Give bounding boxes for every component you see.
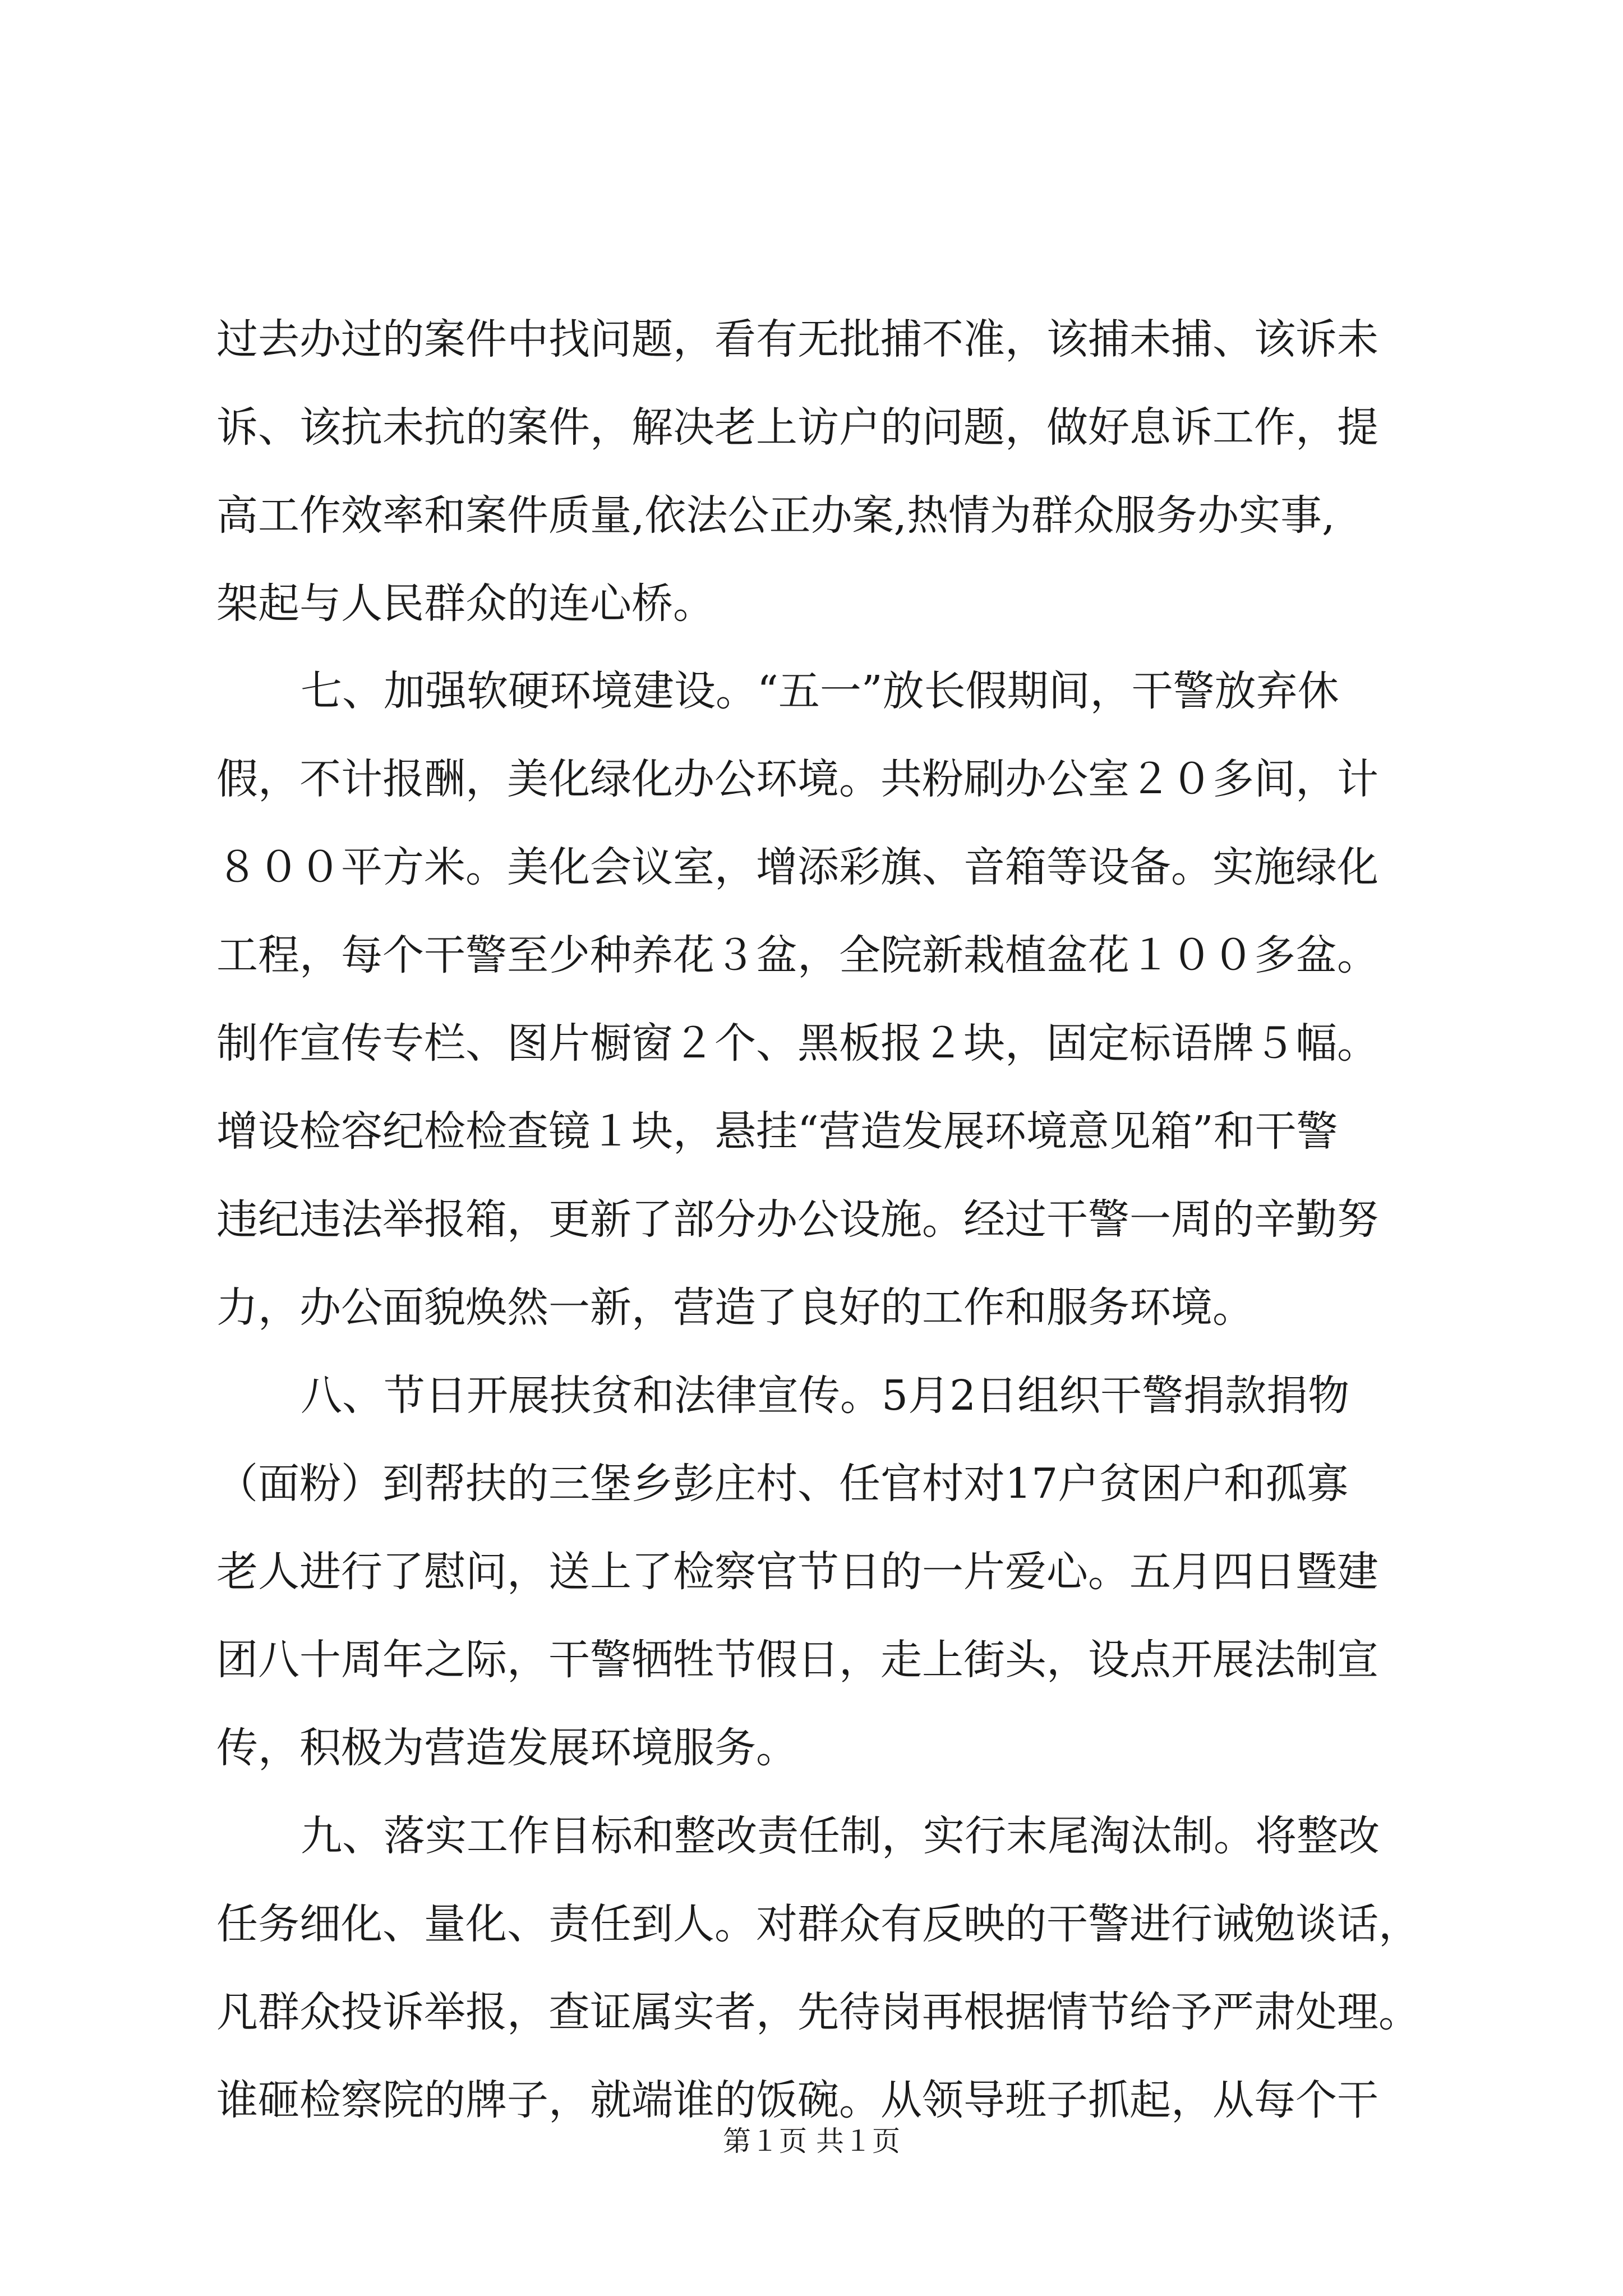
text-line: 增设检容纪检检查镜１块，悬挂“营造发展环境意见箱”和干警 (216, 1107, 1338, 1156)
text-line: 团八十周年之际，干警牺牲节假日，走上街头，设点开展法制宣 (216, 1636, 1378, 1684)
text-line: ８００平方米。美化会议室，增添彩旗、音箱等设备。实施绿化 (216, 843, 1378, 891)
text-line: 任务细化、量化、责任到人。对群众有反映的干警进行诫勉谈话， (216, 1900, 1420, 1948)
text-line: 力，办公面貌焕然一新，营造了良好的工作和服务环境。 (216, 1283, 1254, 1332)
text-line: （面粉）到帮扶的三堡乡彭庄村、任官村对17户贫困户和孤寡 (216, 1460, 1349, 1508)
text-line: 老人进行了慰问，送上了检察官节日的一片爱心。五月四日暨建 (216, 1548, 1378, 1596)
text-line: 诉、该抗未抗的案件，解决老上访户的问题，做好息诉工作，提 (216, 403, 1378, 452)
paragraph-start-line: 七、加强软硬环境建设。“五一”放长假期间，干警放弃休 (301, 667, 1339, 715)
text-line: 过去办过的案件中找问题，看有无批捕不准，该捕未捕、该诉未 (216, 315, 1378, 364)
text-line: 传，积极为营造发展环境服务。 (216, 1724, 797, 1772)
text-line: 制作宣传专栏、图片橱窗２个、黑板报２块，固定标语牌５幅。 (216, 1019, 1378, 1068)
text-line: 凡群众投诉举报，查证属实者，先待岗再根据情节给予严肃处理。 (216, 1988, 1420, 2036)
text-line: 假，不计报酬，美化绿化办公环境。共粉刷办公室２０多间，计 (216, 755, 1378, 803)
paragraph-start-line: 九、落实工作目标和整改责任制，实行末尾淘汰制。将整改 (301, 1812, 1380, 1860)
text-line: 架起与人民群众的连心桥。 (216, 579, 714, 628)
text-line: 高工作效率和案件质量,依法公正办案,热情为群众服务办实事, (216, 491, 1335, 540)
text-line: 工程，每个干警至少种养花３盆，全院新栽植盆花１００多盆。 (216, 931, 1378, 979)
text-line: 谁砸检察院的牌子，就端谁的饭碗。从领导班子抓起，从每个干 (216, 2076, 1378, 2124)
page-number-footer: 第１页 共１页 (723, 2125, 900, 2157)
paragraph-start-line: 八、节日开展扶贫和法律宣传。5月2日组织干警捐款捐物 (301, 1372, 1350, 1420)
text-line: 违纪违法举报箱，更新了部分办公设施。经过干警一周的辛勤努 (216, 1195, 1378, 1244)
